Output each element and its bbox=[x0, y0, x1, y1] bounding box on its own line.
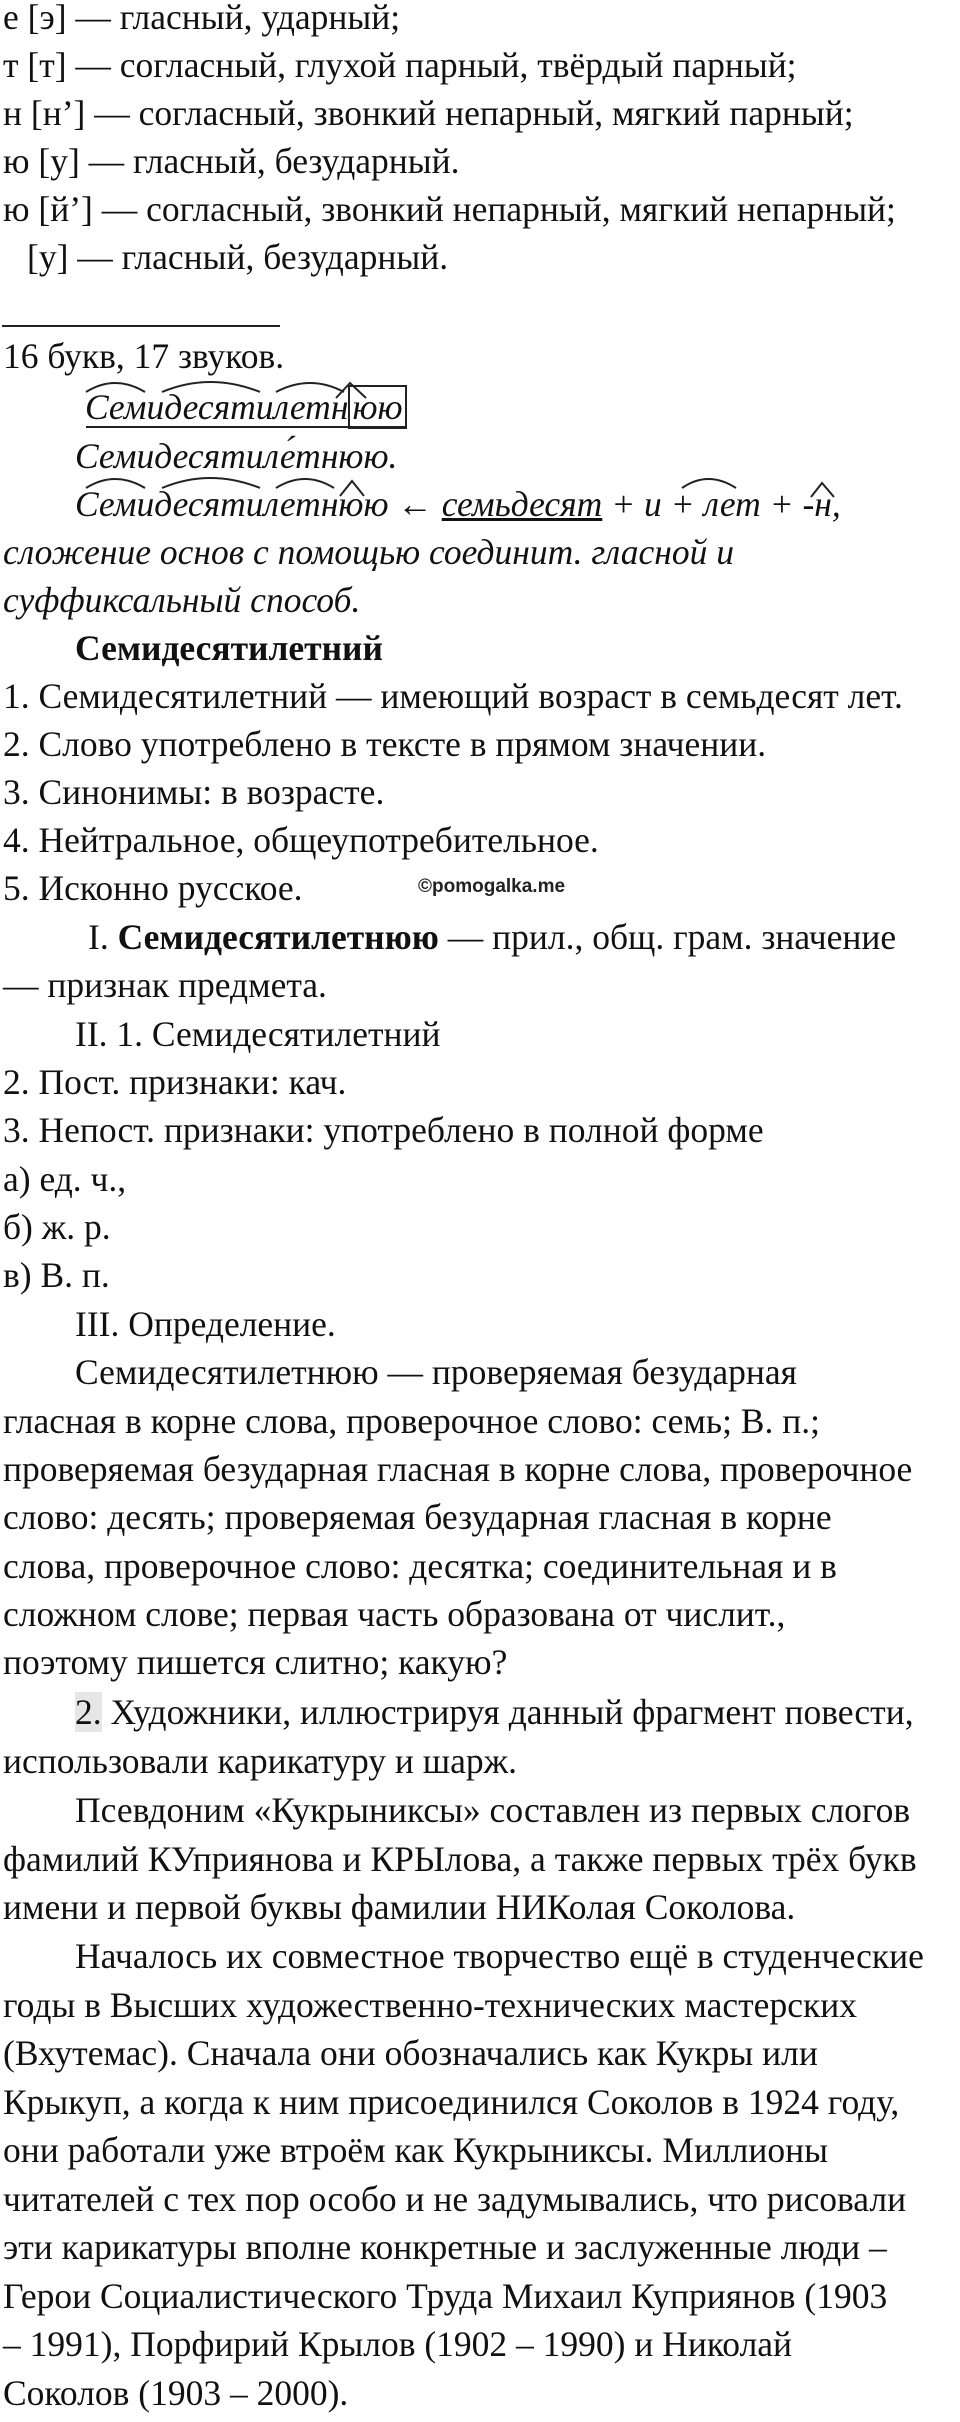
paragraph-line: они работали уже втроём как Кукрыниксы. Миллионы bbox=[3, 2130, 828, 2170]
morpheme-word bbox=[85, 383, 407, 431]
spelling-line: гласная в корне слова, проверочное слово: семь; В. п.; bbox=[3, 1401, 820, 1441]
phonetic-line: н [н’] — согласный, звонкий непарный, мягкий парный; bbox=[3, 93, 854, 133]
lexical-item: 3. Синонимы: в возрасте. bbox=[3, 772, 385, 812]
watermark: ©pomogalka.me bbox=[418, 876, 566, 897]
morph-line: в) В. п. bbox=[3, 1255, 110, 1295]
part-number: I. bbox=[88, 917, 109, 957]
task-line: использовали карикатуру и шарж. bbox=[3, 1741, 518, 1781]
part-text: — прил., общ. грам. значение bbox=[447, 917, 897, 957]
lexical-item: 4. Нейтральное, общеупотребительное. bbox=[3, 820, 599, 860]
task-text: Художники, иллюстрируя данный фрагмент повести, bbox=[110, 1692, 914, 1732]
paragraph-line: имени и первой буквы фамилии НИКолая Соколова. bbox=[3, 1887, 796, 1927]
paragraph-line: фамилий КУприянова и КРЫлова, а также первых трёх букв bbox=[3, 1839, 917, 1879]
lexical-title: Семидесятилетний bbox=[75, 628, 383, 668]
paragraph-line: (Вхутемас). Сначала они обозначались как Кукры или bbox=[3, 2033, 818, 2073]
formation-rest: + и + лет + -н, bbox=[611, 484, 841, 524]
task-number: 2. bbox=[75, 1692, 102, 1732]
morph-line: 3. Непост. признаки: употреблено в полной форме bbox=[3, 1110, 764, 1150]
paragraph-line: Псевдоним «Кукрыниксы» составлен из первых слогов bbox=[75, 1790, 911, 1830]
morph-line: III. Определение. bbox=[75, 1304, 336, 1344]
formation-base: семьдесят bbox=[441, 484, 603, 524]
morph-line: II. 1. Семидесятилетний bbox=[75, 1014, 441, 1054]
letter-sound-count: 16 букв, 17 звуков. bbox=[3, 336, 285, 376]
word-stem: Семидесятилетн bbox=[85, 387, 349, 427]
formation-word: Семидесятилетнюю bbox=[75, 484, 389, 524]
phonetic-line: ю [й’] — согласный, звонкий непарный, мягкий непарный; bbox=[3, 189, 896, 229]
phonetic-line: т [т] — согласный, глухой парный, твёрдый парный; bbox=[3, 45, 797, 85]
word-ending-box: юю bbox=[348, 385, 406, 429]
lexical-item: 5. Исконно русское. bbox=[3, 868, 303, 908]
paragraph-line: годы в Высших художественно-технических мастерских bbox=[3, 1985, 857, 2025]
phonetic-line: ю [у] — гласный, безударный. bbox=[3, 141, 460, 181]
task-2-line bbox=[75, 1688, 914, 1736]
paragraph-line: эти карикатуры вполне конкретные и заслуженные люди – bbox=[3, 2227, 887, 2267]
lexical-item: 1. Семидесятилетний — имеющий возраст в семьдесят лет. bbox=[3, 676, 903, 716]
spelling-line: слова, проверочное слово: десятка; соединительная и в bbox=[3, 1546, 837, 1586]
phonetic-line: е [э] — гласный, ударный; bbox=[3, 0, 401, 37]
spelling-line: Семидесятилетнюю — проверяемая безударная bbox=[75, 1352, 797, 1392]
spelling-line: поэтому пишется слитно; какую? bbox=[3, 1642, 508, 1682]
paragraph-line: Герои Социалистического Труда Михаил Куприянов (1903 bbox=[3, 2276, 888, 2316]
paragraph-line: читателей с тех пор особо и не задумывались, что рисовали bbox=[3, 2179, 907, 2219]
spelling-line: проверяемая безударная гласная в корне слова, проверочное bbox=[3, 1449, 913, 1489]
morpheme-stress: Семидесятиле́тнюю. bbox=[75, 436, 398, 476]
paragraph-line: – 1991), Порфирий Крылов (1902 – 1990) и Николай bbox=[3, 2324, 793, 2364]
morph-line: — признак предмета. bbox=[3, 965, 327, 1005]
part-word: Семидесятилетнюю bbox=[117, 917, 439, 957]
word-formation-line bbox=[75, 480, 841, 528]
divider-line bbox=[2, 325, 280, 327]
spelling-line: слово: десять; проверяемая безударная гласная в корне bbox=[3, 1497, 832, 1537]
morph-line: 2. Пост. признаки: кач. bbox=[3, 1062, 347, 1102]
paragraph-line: Крыкуп, а когда к ним присоединился Соколов в 1924 году, bbox=[3, 2082, 900, 2122]
formation-note: суффиксальный способ. bbox=[3, 580, 361, 620]
morph-line: а) ед. ч., bbox=[3, 1159, 127, 1199]
lexical-item: 2. Слово употреблено в тексте в прямом значении. bbox=[3, 724, 767, 764]
spelling-line: сложном слове; первая часть образована от числит., bbox=[3, 1594, 786, 1634]
phonetic-line: [у] — гласный, безударный. bbox=[27, 237, 449, 277]
morph-part-i bbox=[88, 913, 896, 961]
morph-line: б) ж. р. bbox=[3, 1207, 111, 1247]
paragraph-line: Началось их совместное творчество ещё в студенческие bbox=[75, 1936, 924, 1976]
arrow-icon: ← bbox=[397, 484, 433, 524]
paragraph-line: Соколов (1903 – 2000). bbox=[3, 2373, 349, 2413]
formation-note: сложение основ с помощью соединит. гласной и bbox=[3, 532, 734, 572]
